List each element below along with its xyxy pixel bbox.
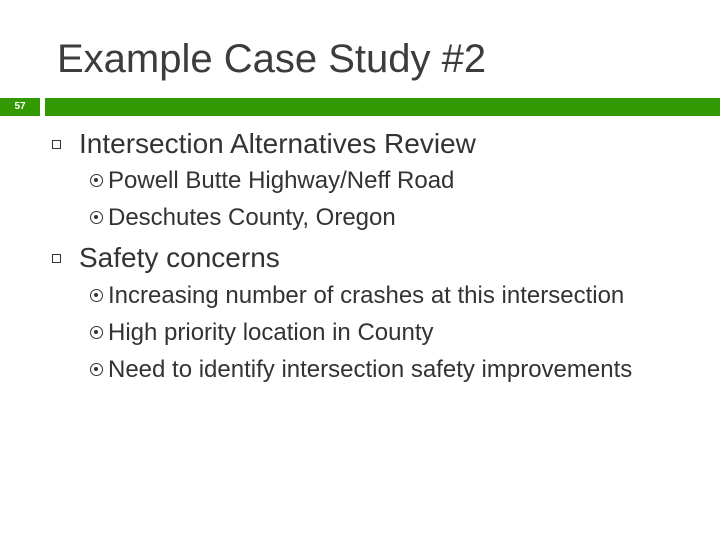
target-bullet-icon: [90, 289, 103, 302]
bullet-text: Increasing number of crashes at this intersection: [108, 282, 625, 309]
target-bullet-icon: [90, 363, 103, 376]
bullet-text: Powell Butte Highway/Neff Road: [108, 167, 455, 194]
target-bullet-icon: [90, 326, 103, 339]
slide-number: 57: [0, 98, 40, 116]
square-bullet-icon: [52, 140, 61, 149]
bullet-text: Need to identify intersection safety improvements: [108, 356, 633, 383]
square-bullet-icon: [52, 254, 61, 263]
bullet-text: High priority location in County: [108, 319, 434, 346]
target-bullet-icon: [90, 174, 103, 187]
slide-title: Example Case Study #2: [57, 37, 487, 81]
section-heading-text: Safety concerns: [79, 242, 280, 273]
bullet-text: Deschutes County, Oregon: [108, 204, 396, 231]
target-bullet-icon: [90, 211, 103, 224]
section-heading-text: Intersection Alternatives Review: [79, 128, 476, 159]
